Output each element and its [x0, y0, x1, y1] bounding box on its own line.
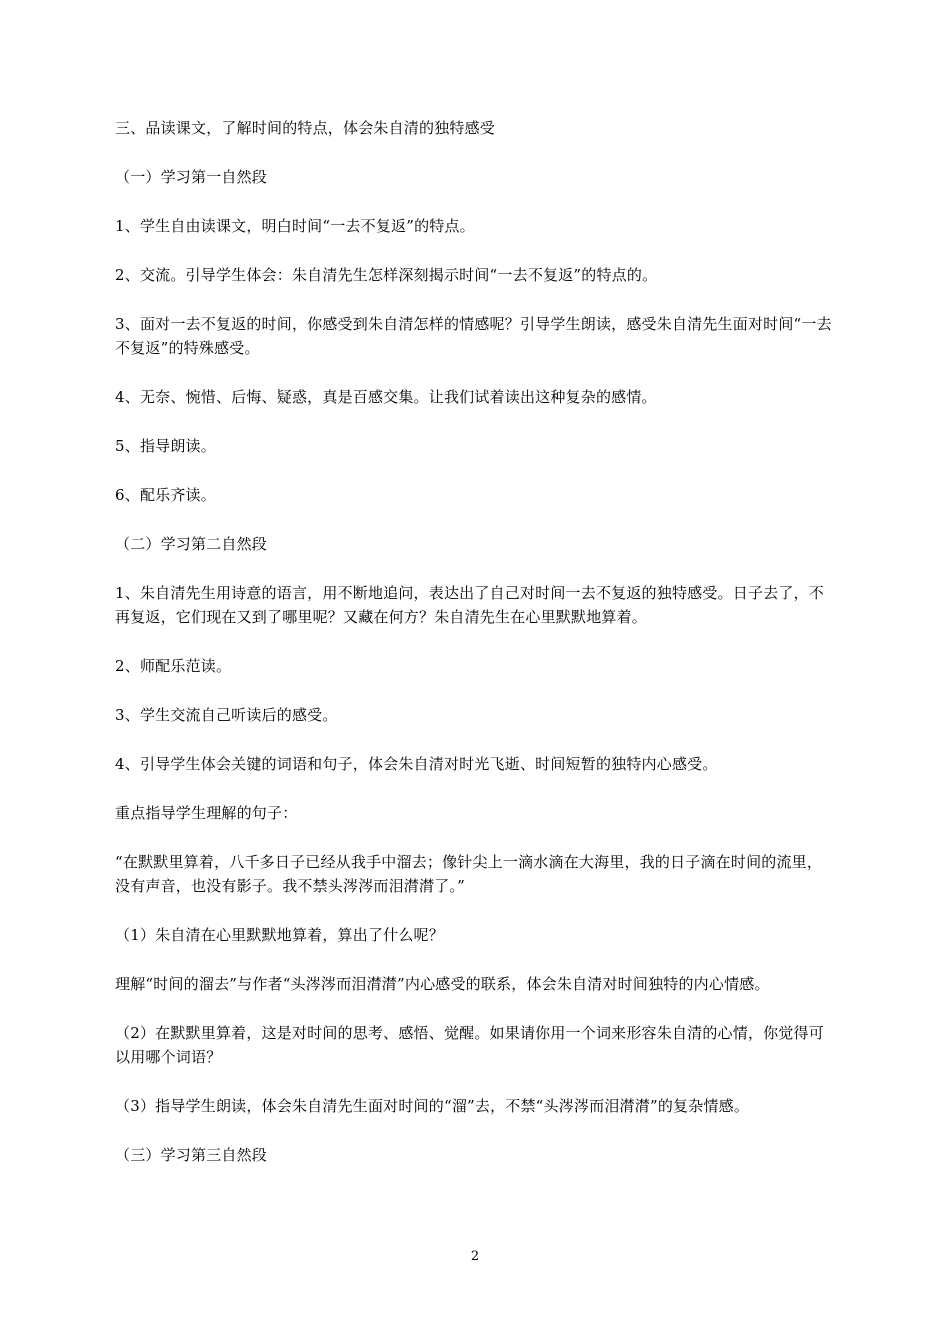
paragraph: 4、引导学生体会关键的词语和句子，体会朱自清对时光飞逝、时间短暂的独特内心感受。: [115, 755, 718, 773]
paragraph: 2、交流。引导学生体会：朱自清先生怎样深刻揭示时间“一去不复返”的特点的。: [115, 266, 658, 284]
paragraph: 3、学生交流自己听读后的感受。: [115, 706, 338, 724]
paragraph: 理解“时间的溜去”与作者“头涔涔而泪潸潸”内心感受的联系，体会朱自清对时间独特的内心情感。: [115, 975, 770, 993]
paragraph: 2、师配乐范读。: [115, 657, 232, 675]
page-number: 2: [470, 1249, 480, 1264]
paragraph: （1）朱自清在心里默默地算着，算出了什么呢？: [115, 926, 444, 944]
paragraph: 5、指导朗读。: [115, 437, 216, 455]
paragraph: （2）在默默里算着，这是对时间的思考、感悟、觉醒。如果请你用一个词来形容朱自清的心情，你觉得可以用哪个词语？: [115, 1024, 824, 1066]
paragraph: 1、朱自清先生用诗意的语言，用不断地追问，表达出了自己对时间一去不复返的独特感受。日子去了，不再复返，它们现在又到了哪里呢？又藏在何方？朱自清先生在心里默默地算着。: [115, 584, 824, 626]
subsection-heading: （三）学习第三自然段: [115, 1146, 268, 1164]
section-heading: 三、品读课文，了解时间的特点，体会朱自清的独特感受: [115, 119, 496, 137]
paragraph: 6、配乐齐读。: [115, 486, 216, 504]
subsection-heading: （一）学习第一自然段: [115, 168, 268, 186]
paragraph: 4、无奈、惋惜、后悔、疑惑，真是百感交集。让我们试着读出这种复杂的感情。: [115, 388, 657, 406]
paragraph: （3）指导学生朗读，体会朱自清先生面对时间的“溜”去，不禁“头涔涔而泪潸潸”的复杂情感。: [115, 1097, 750, 1115]
paragraph: 重点指导学生理解的句子：: [115, 804, 298, 822]
document-body: [115, 116, 837, 1167]
subsection-heading: （二）学习第二自然段: [115, 535, 268, 553]
paragraph: 1、学生自由读课文，明白时间“一去不复返”的特点。: [115, 217, 475, 235]
paragraph: 3、面对一去不复返的时间，你感受到朱自清怎样的情感呢？引导学生朗读，感受朱自清先生面对时间“一去不复返”的特殊感受。: [115, 315, 832, 357]
quoted-passage: “在默默里算着，八千多日子已经从我手中溜去；像针尖上一滴水滴在大海里，我的日子滴在时间的流里，没有声音，也没有影子。我不禁头涔涔而泪潸潸了。”: [115, 853, 823, 895]
